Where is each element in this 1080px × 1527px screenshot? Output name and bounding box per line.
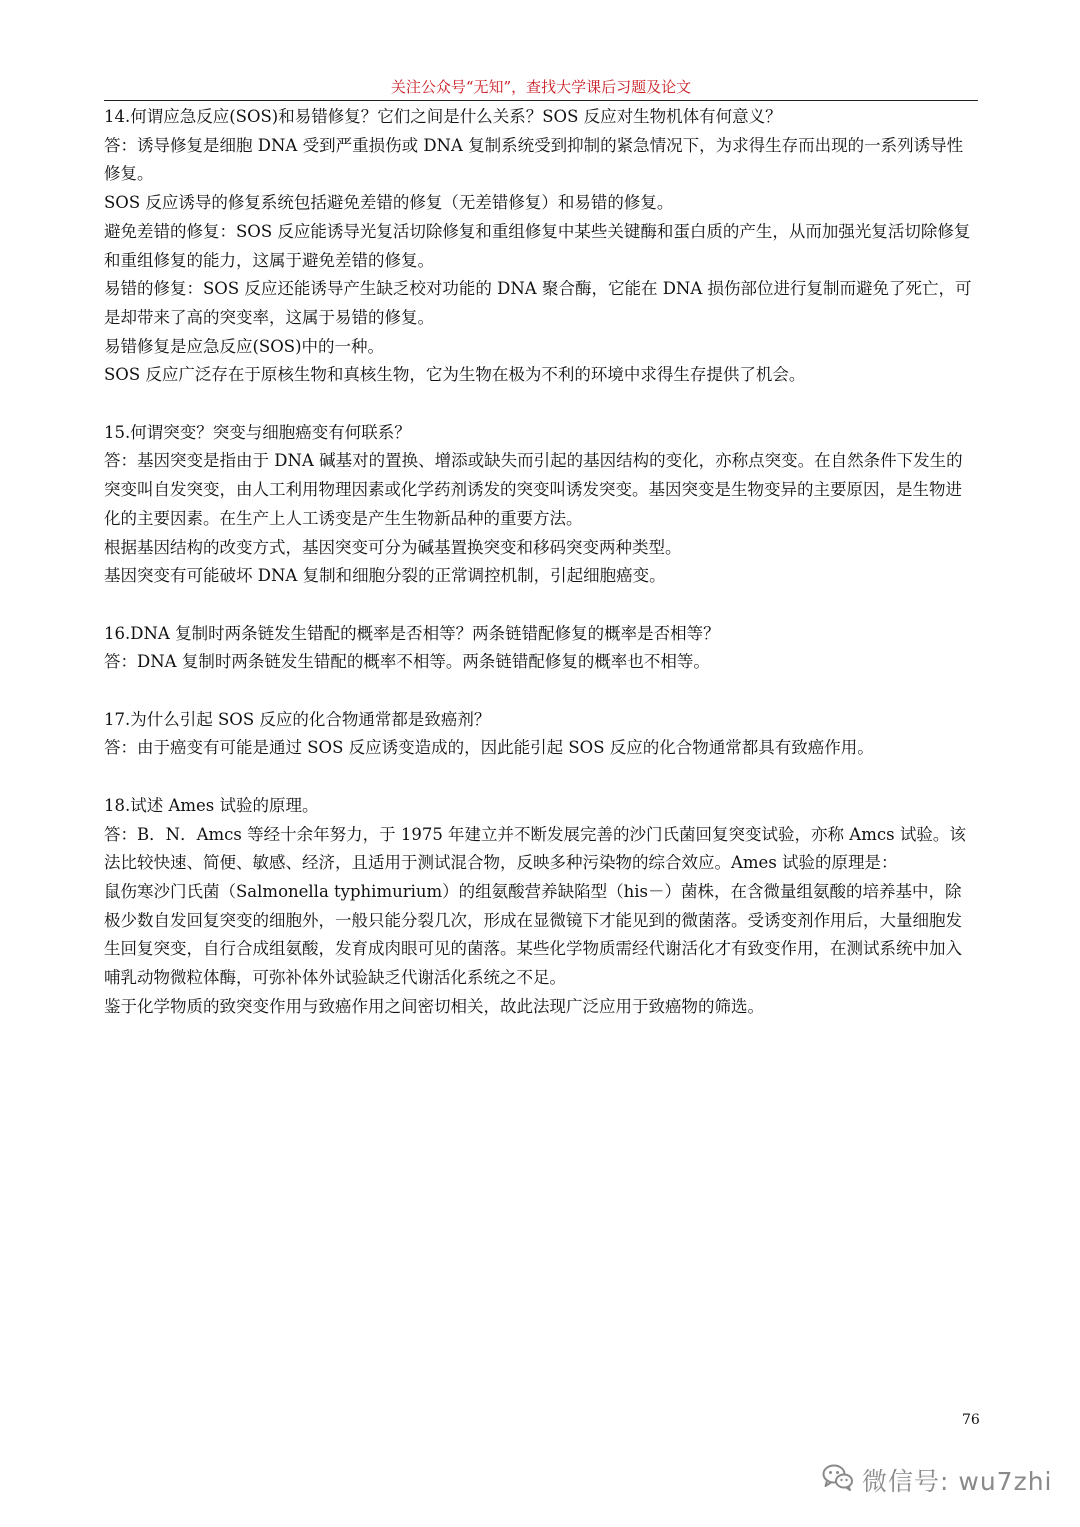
qa-section-14 bbox=[104, 103, 978, 390]
page-number: 76 bbox=[962, 1412, 980, 1428]
wechat-watermark bbox=[822, 1462, 1052, 1498]
answer-paragraph: 答：B．N．Amcs 等经十余年努力，于 1975 年建立并不断发展完善的沙门氏菌回复突变试验，亦称 Amcs 试验。该法比较快速、简便、敏感、经济，且适用于测试混合物，反映多种污染物的综合效应。Ames 试验的原理是： bbox=[104, 824, 966, 873]
answer-paragraph: 避免差错的修复：SOS 反应能诱导光复活切除修复和重组修复中某些关键酶和蛋白质的产生，从而加强光复活切除修复和重组修复的能力，这属于避免差错的修复。 bbox=[104, 221, 971, 270]
answer-paragraph: 答：基因突变是指由于 DNA 碱基对的置换、增添或缺失而引起的基因结构的变化，亦称点突变。在自然条件下发生的突变叫自发突变，由人工利用物理因素或化学药剂诱发的突变叫诱发突变。基因突变是生物变异的主要原因，是生物进化的主要因素。在生产上人工诱变是产生生物新品种的重要方法。 bbox=[104, 451, 963, 528]
watermark-text: 微信号: wu7zhi bbox=[862, 1467, 1053, 1496]
answer-paragraph: 根据基因结构的改变方式，基因突变可分为碱基置换突变和移码突变两种类型。 bbox=[104, 537, 682, 557]
answer-paragraph: 易错修复是应急反应(SOS)中的一种。 bbox=[104, 336, 385, 356]
answer-paragraph: 答：DNA 复制时两条链发生错配的概率不相等。两条链错配修复的概率也不相等。 bbox=[104, 652, 710, 672]
question-16: 16.DNA 复制时两条链发生错配的概率是否相等？两条链错配修复的概率是否相等？ bbox=[104, 623, 720, 643]
answer-paragraph: 鉴于化学物质的致突变作用与致癌作用之间密切相关，故此法现广泛应用于致癌物的筛选。 bbox=[104, 996, 764, 1016]
answer-paragraph: 基因突变有可能破坏 DNA 复制和细胞分裂的正常调控机制，引起细胞癌变。 bbox=[104, 566, 666, 586]
qa-section-15 bbox=[104, 419, 978, 591]
answer-paragraph: 答：由于癌变有可能是通过 SOS 反应诱变造成的，因此能引起 SOS 反应的化合物通常都具有致癌作用。 bbox=[104, 738, 874, 758]
answer-paragraph: SOS 反应广泛存在于原核生物和真核生物，它为生物在极为不利的环境中求得生存提供了机会。 bbox=[104, 365, 806, 385]
qa-section-16 bbox=[104, 620, 978, 677]
answer-paragraph: 鼠伤寒沙门氏菌（Salmonella typhimurium）的组氨酸营养缺陷型（his－）菌株，在含微量组氨酸的培养基中，除极少数自发回复突变的细胞外，一般只能分裂几次，形成在显微镜下才能见到的微菌落。受诱变剂作用后，大量细胞发生回复突变，自行合成组氨酸，发育成肉眼可见的菌落。某些化学物质需经代谢活化才有致变作用，在测试系统中加入哺乳动物微粒体酶，可弥补体外试验缺乏代谢活化系统之不足。 bbox=[104, 881, 962, 988]
section-spacer bbox=[104, 390, 978, 419]
page-header: 关注公众号“无知”，查找大学课后习题及论文 bbox=[390, 78, 692, 96]
answer-paragraph: 易错的修复：SOS 反应还能诱导产生缺乏校对功能的 DNA 聚合酶，它能在 DNA 损伤部位进行复制而避免了死亡，可是却带来了高的突变率，这属于易错的修复。 bbox=[104, 279, 972, 327]
question-18: 18.试述 Ames 试验的原理。 bbox=[104, 795, 319, 815]
wechat-icon bbox=[822, 1463, 862, 1497]
question-15: 15.何谓突变？突变与细胞癌变有何联系？ bbox=[104, 422, 411, 442]
section-spacer bbox=[104, 677, 978, 706]
question-17: 17.为什么引起 SOS 反应的化合物通常都是致癌剂？ bbox=[104, 709, 491, 729]
section-spacer bbox=[104, 763, 978, 792]
qa-section-17 bbox=[104, 706, 978, 763]
section-spacer bbox=[104, 591, 978, 620]
answer-paragraph: SOS 反应诱导的修复系统包括避免差错的修复（无差错修复）和易错的修复。 bbox=[104, 193, 674, 213]
header-divider bbox=[104, 100, 978, 101]
question-14: 14.何谓应急反应(SOS)和易错修复？它们之间是什么关系？SOS 反应对生物机体有何意义？ bbox=[104, 107, 782, 126]
answer-paragraph: 答：诱导修复是细胞 DNA 受到严重损伤或 DNA 复制系统受到抑制的紧急情况下，为求得生存而出现的一系列诱导性修复。 bbox=[104, 135, 964, 184]
document-body bbox=[104, 103, 978, 1021]
qa-section-18 bbox=[104, 792, 978, 1022]
